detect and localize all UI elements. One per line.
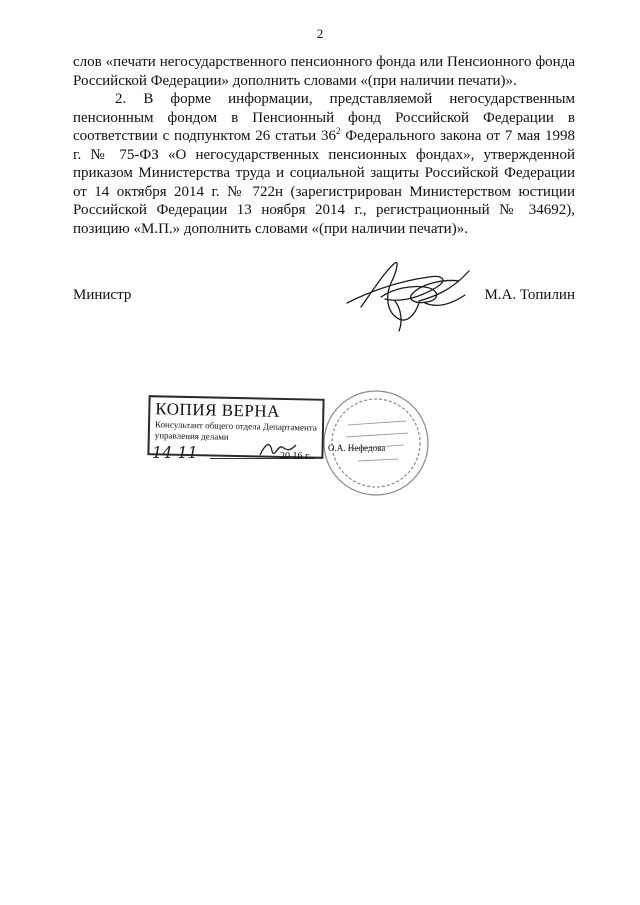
paragraph-2-part-1: 2. В форме информации, представляемой негосударственным пенсионным фондом в Пенсионный фонд Российской Федерации в соответствии с подпунктом 26 статьи 36 xyxy=(73,91,575,144)
paragraph-2-part-2: Федерального закона от 7 мая 1998 г. № 75-ФЗ «О негосударственных пенсионных фондах», утвержденной приказом Министерства труда и социальной защиты Российской Федерации от 14 октября 2014 г. № 722н (зарегистрирован Министерством юстиции Российской Федерации 13 ноября 2014 г., регистрационный № 34692), позицию «М.П.» дополнить словами «(при наличии печати)». xyxy=(73,128,575,237)
paragraph-2 xyxy=(73,90,575,238)
stamp-officer-name: О.А. Нефедова xyxy=(328,443,386,453)
stamp-position-line-2: управления делами xyxy=(154,430,229,442)
article-superscript: 2 xyxy=(336,126,341,136)
signatory-title: Министр xyxy=(73,287,132,303)
certification-stamp-area xyxy=(140,385,460,515)
handwritten-signature xyxy=(341,257,481,347)
document-body xyxy=(73,53,575,238)
signature-block xyxy=(73,283,575,363)
stamp-handwritten-date: 14 11 xyxy=(152,443,198,462)
page-number: 2 xyxy=(316,26,324,41)
stamp-year: 20 16 г. xyxy=(280,451,311,462)
stamp-position-line-1: Консультант общего отдела Департамента xyxy=(154,419,317,433)
paragraph-1: слов «печати негосударственного пенсионного фонда или Пенсионного фонда Российской Федерации» дополнить словами «(при наличии печати)». xyxy=(73,54,575,89)
signatory-name: М.А. Топилин xyxy=(484,287,575,303)
stamp-title: КОПИЯ ВЕРНА xyxy=(155,399,281,421)
